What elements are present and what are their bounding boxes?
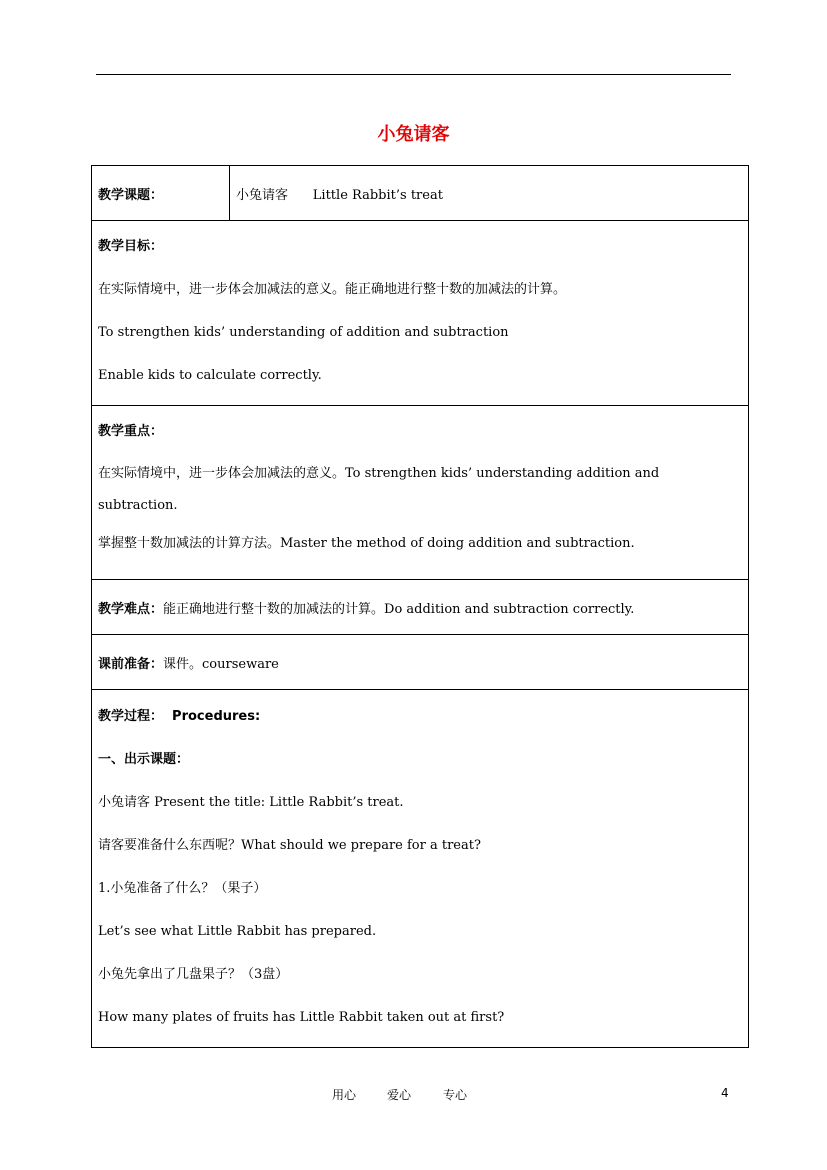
topic-value: 小兔请客 Little Rabbit’s treat bbox=[230, 166, 749, 221]
key-point-1: 在实际情境中，进一步体会加减法的意义。To strengthen kids’ understanding addition and subtraction. bbox=[98, 466, 660, 513]
goal-line-3: Enable kids to calculate correctly. bbox=[98, 368, 322, 383]
difficulty-value: 能正确地进行整十数的加减法的计算。Do addition and subtraction correctly. bbox=[163, 601, 635, 617]
process-line-1: 小兔请客 Present the title: Little Rabbit’s treat. bbox=[98, 795, 404, 810]
page-number: 4 bbox=[721, 1086, 729, 1100]
difficulty-label: 教学难点： bbox=[98, 601, 164, 617]
prep-value: 课件。courseware bbox=[163, 656, 279, 672]
process-label: 教学过程： Procedures: bbox=[98, 709, 261, 724]
process-line-3: 1.小兔准备了什么？（果子） bbox=[98, 881, 267, 896]
goals-label: 教学目标： bbox=[98, 239, 164, 254]
goal-line-1: 在实际情境中，进一步体会加减法的意义。能正确地进行整十数的加减法的计算。 bbox=[98, 282, 567, 297]
topic-row bbox=[92, 166, 749, 221]
process-row bbox=[92, 690, 749, 1048]
process-line-6: How many plates of fruits has Little Rabbit taken out at first? bbox=[98, 1010, 505, 1025]
key-points-row bbox=[92, 406, 749, 580]
goals-row bbox=[92, 221, 749, 406]
prep-label: 课前准备： bbox=[98, 656, 164, 672]
process-line-5: 小兔先拿出了几盘果子？（3盘） bbox=[98, 967, 289, 982]
header-rule bbox=[96, 74, 731, 75]
step1-label: 一、出示课题： bbox=[98, 752, 190, 767]
difficulty-row bbox=[92, 580, 749, 635]
lesson-plan-table bbox=[91, 165, 749, 1048]
topic-label-cell bbox=[92, 166, 230, 221]
page-footer bbox=[0, 1086, 827, 1106]
goal-line-2: To strengthen kids’ understanding of addition and subtraction bbox=[98, 325, 509, 340]
footer-motto-3: 专心 bbox=[443, 1088, 468, 1102]
process-line-4: Let’s see what Little Rabbit has prepared. bbox=[98, 924, 377, 939]
prep-row bbox=[92, 635, 749, 690]
page-title: 小兔请客 bbox=[377, 124, 450, 145]
footer-motto-1: 用心 bbox=[332, 1088, 357, 1102]
process-line-2: 请客要准备什么东西呢？What should we prepare for a treat? bbox=[98, 838, 481, 853]
key-points-label: 教学重点： bbox=[98, 424, 164, 439]
footer-motto-2: 爱心 bbox=[387, 1088, 412, 1102]
topic-label: 教学课题： bbox=[98, 187, 164, 203]
key-point-2: 掌握整十数加减法的计算方法。Master the method of doing addition and subtraction. bbox=[98, 536, 635, 551]
